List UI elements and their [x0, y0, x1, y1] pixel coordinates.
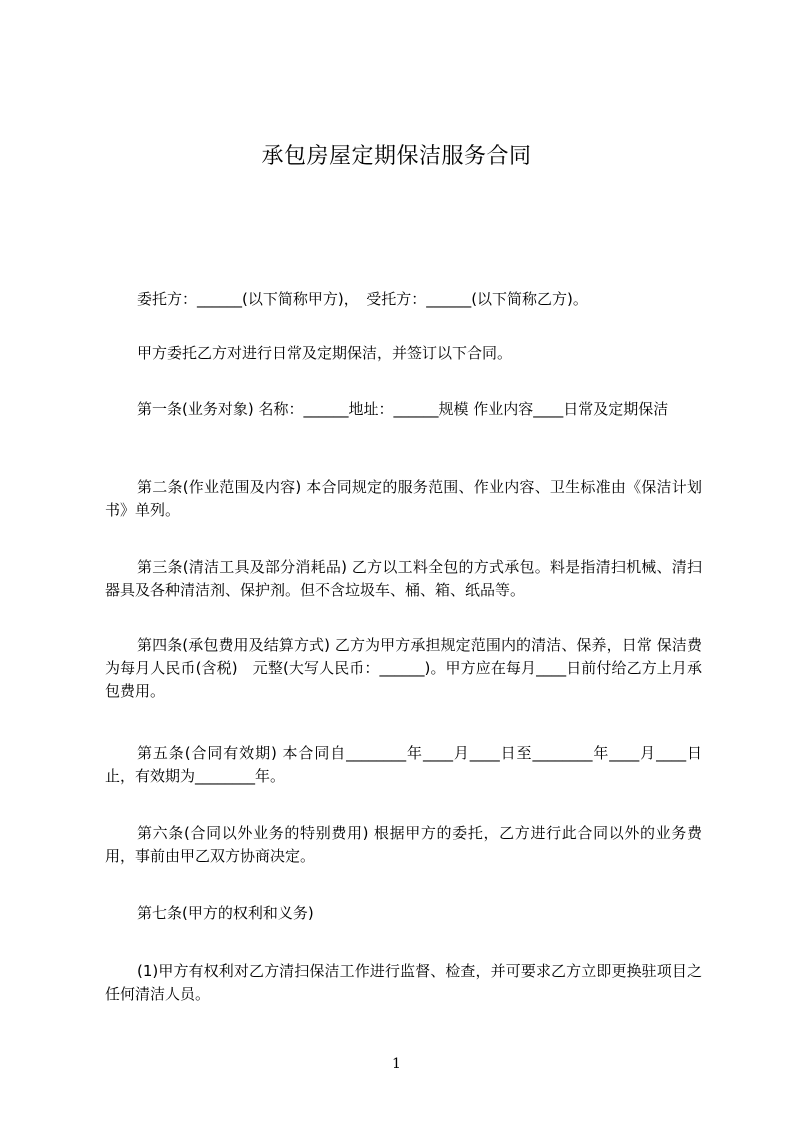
document-title: 承包房屋定期保洁服务合同: [261, 144, 532, 169]
paragraph-article-3: 第三条(清洁工具及部分消耗品) 乙方以工料全包的方式承包。料是指清扫机械、清扫器具及各种清洁剂、保护剂。但不含垃圾车、桶、箱、纸品等。: [105, 558, 702, 599]
paragraph-article-6: 第六条(合同以外业务的特别费用) 根据甲方的委托，乙方进行此合同以外的业务费用，事前由甲乙双方协商决定。: [105, 824, 702, 865]
paragraph-article-2: 第二条(作业范围及内容) 本合同规定的服务范围、作业内容、卫生标准由《保洁计划书》单列。: [105, 478, 702, 519]
paragraph-article-7-item-1: (1)甲方有权利对乙方清扫保洁工作进行监督、检查，并可要求乙方立即更换驻项目之任何清洁人员。: [105, 962, 702, 1003]
page-number: 1: [392, 1056, 401, 1072]
paragraph-article-5: 第五条(合同有效期) 本合同自________年____月____日至________年____月____日止，有效期为________年。: [105, 744, 702, 785]
paragraph-intro: 甲方委托乙方对进行日常及定期保洁，并签订以下合同。: [137, 344, 513, 362]
paragraph-parties: 委托方：______(以下简称甲方)， 受托方：______(以下简称乙方)。: [137, 290, 588, 308]
paragraph-article-7-heading: 第七条(甲方的权利和义务): [137, 904, 314, 922]
paragraph-article-4: 第四条(承包费用及结算方式) 乙方为甲方承担规定范围内的清洁、保养，日常 保洁费为每月人民币(含税) 元整(大写人民币：______)。甲方应在每月____日前付给乙方上月承包费用。: [105, 636, 702, 700]
paragraph-article-1: 第一条(业务对象) 名称：______地址：______规模 作业内容____日常及定期保洁: [137, 400, 669, 418]
